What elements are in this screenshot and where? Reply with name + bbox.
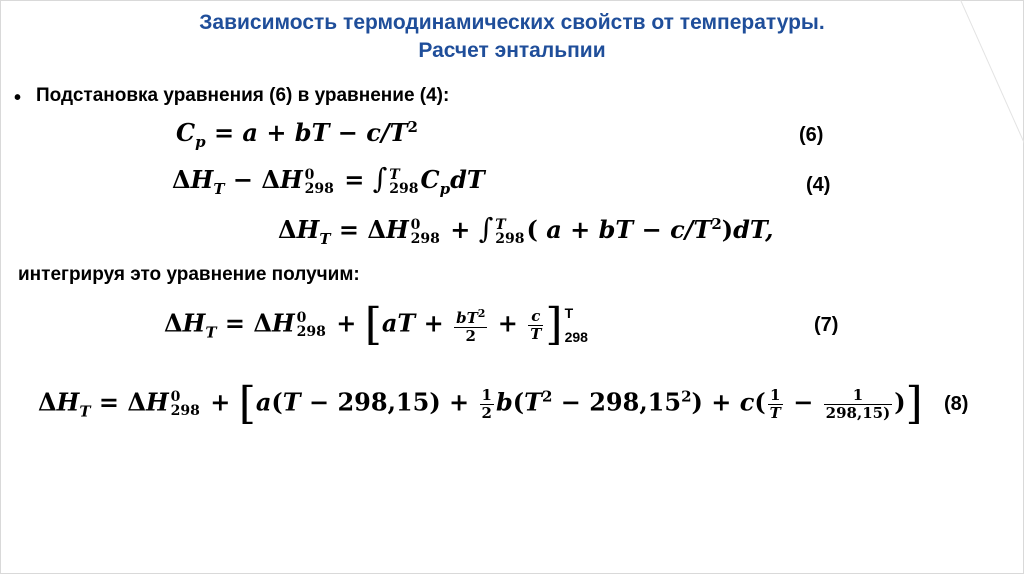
integrating-text: интегрируя это уравнение получим:	[18, 264, 360, 285]
equation-7: $\Delta H_T = \Delta H$ 0 298 + [aT + $\frac{bT^2}{2}$ + $\frac{c}{T}$ ] T 298	[164, 299, 588, 350]
equation-4-number: (4)	[806, 174, 831, 196]
equation-7-number: (7)	[814, 314, 839, 336]
equation-6: $C_p = a$ + bT − $c/T^2$	[176, 118, 418, 151]
bullet-text: Подстановка уравнения (6) в уравнение (4):	[36, 85, 450, 106]
bracket-lower-limit: 298	[564, 329, 588, 345]
slide-title-line-2: Расчет энтальпии	[418, 39, 606, 62]
equation-substituted: $\Delta H_T = \Delta H$ 0 298 + ∫ T 298 ( a + bT − $c/T^2)dT$,	[278, 212, 774, 248]
bullet-marker: •	[14, 87, 22, 109]
equation-8: $\Delta H_T = \Delta H$ 0 298 + [a(T − 298,15) + $\frac{1}{2}$ $b(T^2 - 298,15^2) + c$( $\frac{1}{T}$ − $\frac{1}{298,15)}$ )]	[38, 378, 923, 429]
bracket-upper-limit: T	[564, 305, 574, 321]
equation-8-number: (8)	[944, 393, 969, 415]
equation-6-number: (6)	[799, 124, 824, 146]
slide-title-line-1: Зависимость термодинамических свойств от температуры.	[199, 11, 825, 34]
equation-4: $\Delta H_T - \Delta H$ 0 298 = ∫ T 298 $C_pdT$	[172, 162, 485, 198]
